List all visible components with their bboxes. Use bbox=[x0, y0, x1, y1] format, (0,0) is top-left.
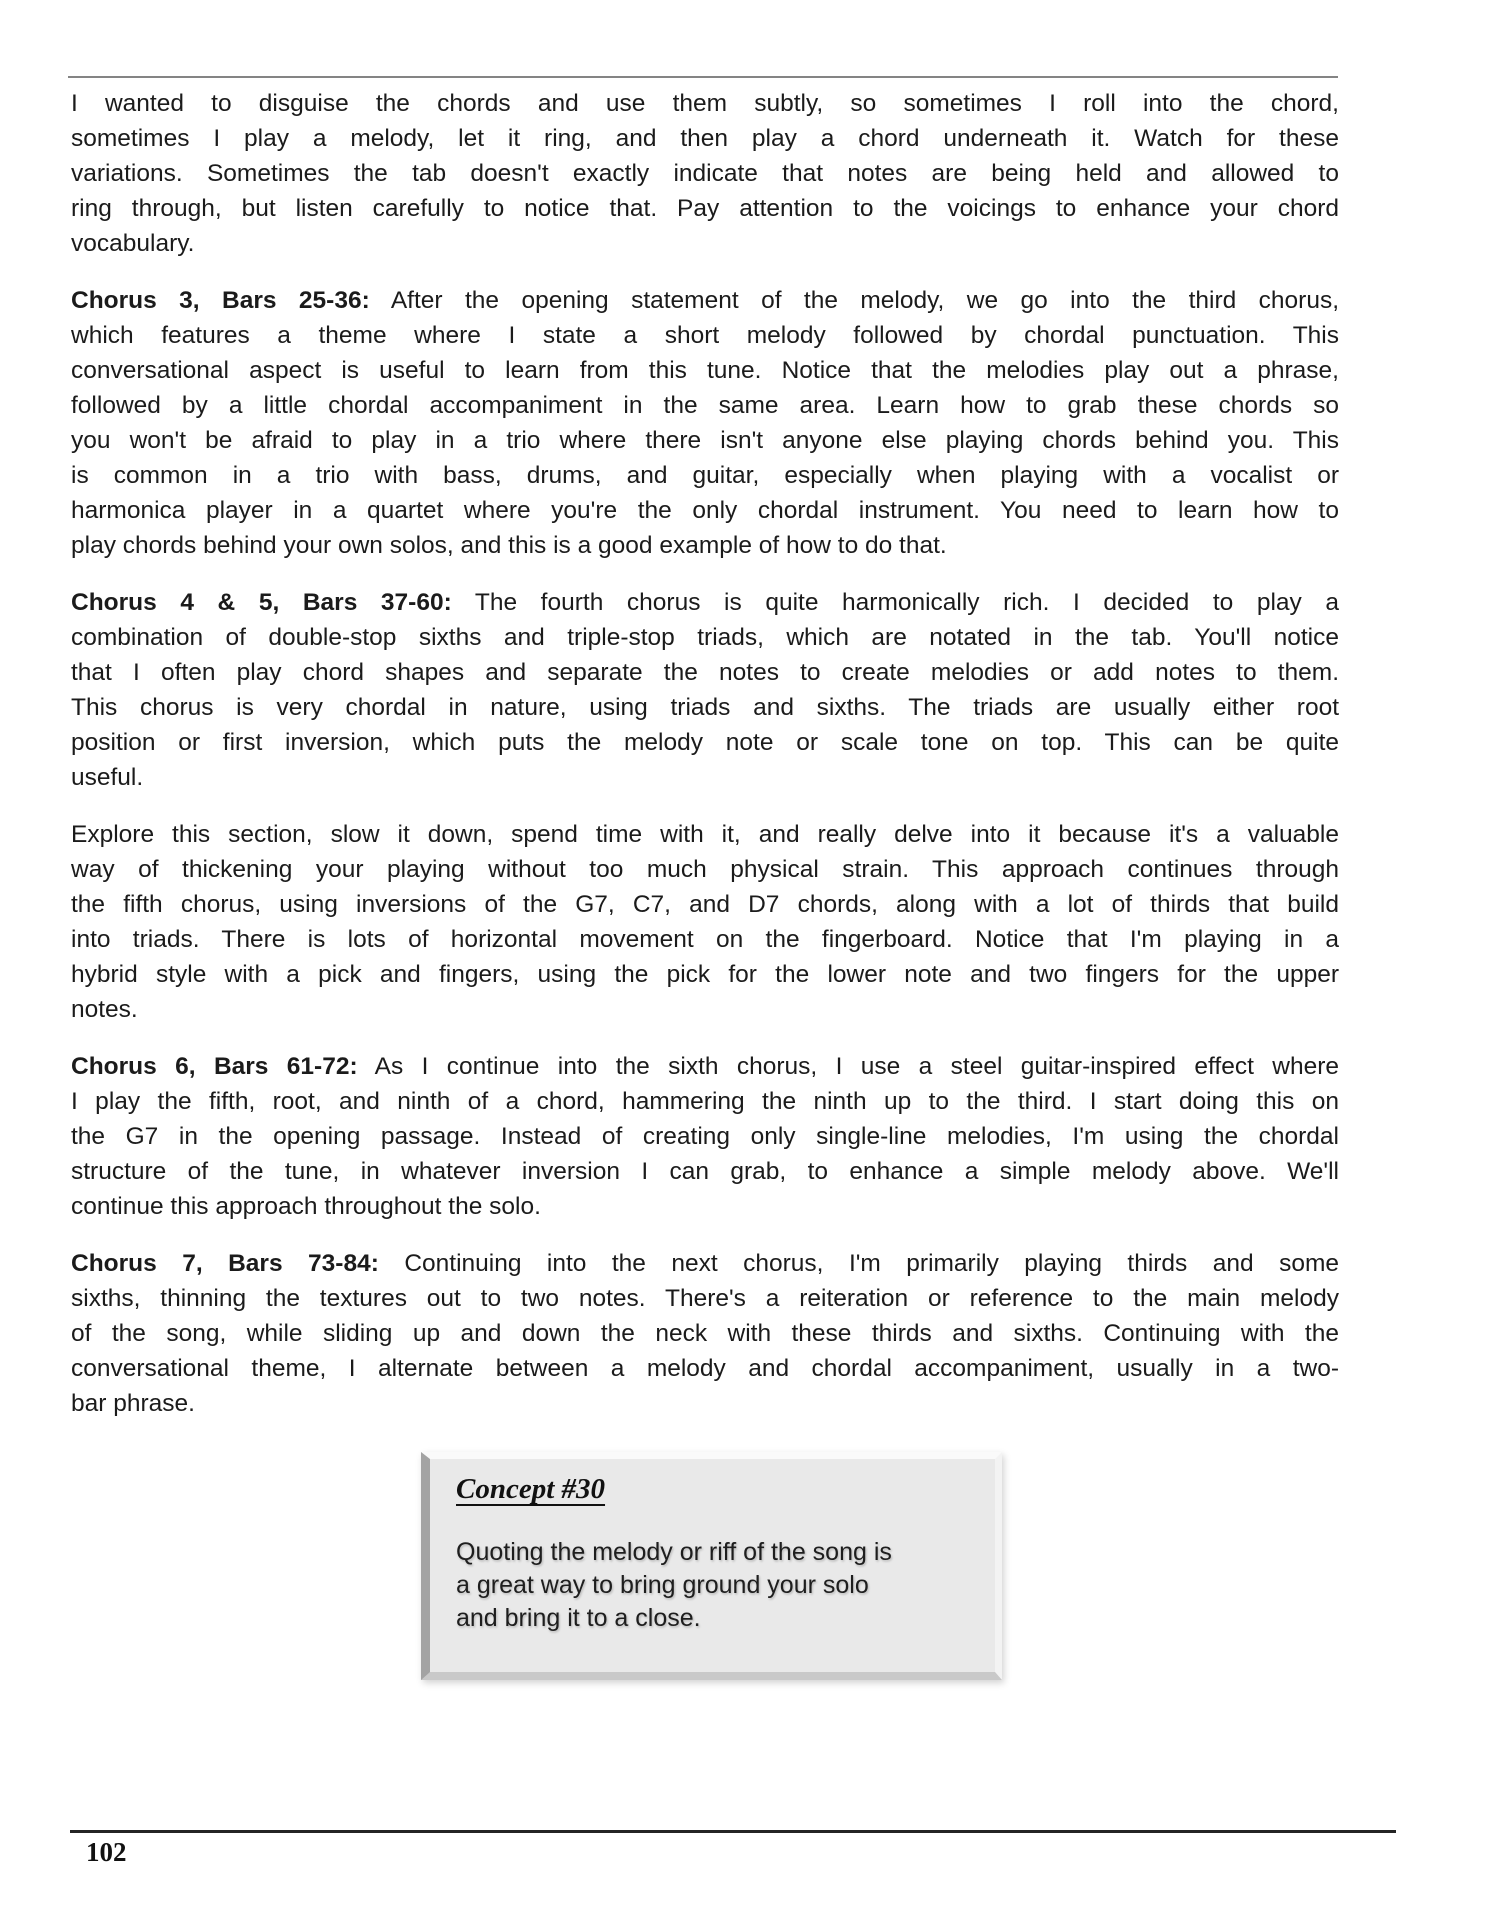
text-line: structure of the tune, in whatever inversion I can grab, to enhance a simple melody above. We'll bbox=[71, 1158, 1339, 1185]
text-line: This chorus is very chordal in nature, using triads and sixths. The triads are usually either root bbox=[71, 694, 1339, 721]
concept-box-line: and bring it to a close. bbox=[456, 1604, 701, 1632]
concept-box-line: Quoting the melody or riff of the song is bbox=[456, 1538, 892, 1566]
text-line: sixths, thinning the textures out to two notes. There's a reiteration or reference to the main melody bbox=[71, 1285, 1339, 1312]
concept-box bbox=[421, 1452, 1002, 1680]
text-line: the fifth chorus, using inversions of the G7, C7, and D7 chords, along with a lot of thirds that build bbox=[71, 891, 1339, 918]
text-line: Chorus 3, Bars 25-36: After the opening statement of the melody, we go into the third chorus, bbox=[71, 287, 1340, 314]
text-line: Chorus 6, Bars 61-72: As I continue into the sixth chorus, I use a steel guitar-inspired effect where bbox=[71, 1053, 1340, 1080]
text-line: which features a theme where I state a short melody followed by chordal punctuation. This bbox=[71, 322, 1339, 349]
chorus-heading: Chorus 6, Bars 61-72: bbox=[71, 1053, 358, 1080]
text-line: combination of double-stop sixths and triple-stop triads, which are notated in the tab. You'll notice bbox=[71, 624, 1339, 651]
text-line: play chords behind your own solos, and this is a good example of how to do that. bbox=[71, 532, 947, 559]
text-line: hybrid style with a pick and fingers, using the pick for the lower note and two fingers for the upper bbox=[71, 961, 1339, 988]
text-line: way of thickening your playing without too much physical strain. This approach continues through bbox=[71, 856, 1339, 883]
chorus-heading: Chorus 4 & 5, Bars 37-60: bbox=[71, 589, 452, 616]
text-line: variations. Sometimes the tab doesn't exactly indicate that notes are being held and allowed to bbox=[71, 160, 1339, 187]
page-number: 102 bbox=[86, 1837, 127, 1867]
concept-box-line: a great way to bring ground your solo bbox=[456, 1571, 869, 1599]
text-line: followed by a little chordal accompaniment in the same area. Learn how to grab these chords so bbox=[71, 392, 1339, 419]
footer-divider bbox=[70, 1830, 1396, 1833]
paragraph bbox=[71, 817, 1339, 1027]
chorus-heading: Chorus 7, Bars 73-84: bbox=[71, 1250, 379, 1277]
concept-box-body bbox=[456, 1536, 975, 1635]
chorus-heading: Chorus 3, Bars 25-36: bbox=[71, 287, 370, 314]
text-line: sometimes I play a melody, let it ring, and then play a chord underneath it. Watch for these bbox=[71, 125, 1339, 152]
text-line: Explore this section, slow it down, spend time with it, and really delve into it because it's a valuable bbox=[71, 821, 1339, 848]
top-divider bbox=[68, 76, 1338, 78]
text-line: harmonica player in a quartet where you're the only chordal instrument. You need to learn how to bbox=[71, 497, 1339, 524]
text-line: I wanted to disguise the chords and use them subtly, so sometimes I roll into the chord, bbox=[71, 90, 1339, 117]
paragraph bbox=[71, 585, 1339, 795]
text-line: bar phrase. bbox=[71, 1390, 195, 1417]
text-paragraphs bbox=[71, 86, 1339, 1421]
paragraph bbox=[71, 283, 1339, 563]
text-line: you won't be afraid to play in a trio where there isn't anyone else playing chords behind you. This bbox=[71, 427, 1339, 454]
text-line: of the song, while sliding up and down the neck with these thirds and sixths. Continuing with the bbox=[71, 1320, 1339, 1347]
paragraph bbox=[71, 86, 1339, 261]
text-line: into triads. There is lots of horizontal movement on the fingerboard. Notice that I'm playing in a bbox=[71, 926, 1339, 953]
text-line: conversational aspect is useful to learn from this tune. Notice that the melodies play out a phrase, bbox=[71, 357, 1339, 384]
text-line: I play the fifth, root, and ninth of a chord, hammering the ninth up to the third. I start doing this on bbox=[71, 1088, 1339, 1115]
text-line: vocabulary. bbox=[71, 230, 195, 257]
text-line: useful. bbox=[71, 764, 144, 791]
text-line: conversational theme, I alternate between a melody and chordal accompaniment, usually in a two- bbox=[71, 1355, 1339, 1382]
text-line: Chorus 4 & 5, Bars 37-60: The fourth chorus is quite harmonically rich. I decided to play a bbox=[71, 589, 1339, 616]
text-line: position or first inversion, which puts the melody note or scale tone on top. This can be quite bbox=[71, 729, 1339, 756]
text-line: the G7 in the opening passage. Instead of creating only single-line melodies, I'm using the chordal bbox=[71, 1123, 1339, 1150]
paragraph bbox=[71, 1246, 1339, 1421]
text-line: is common in a trio with bass, drums, and guitar, especially when playing with a vocalist or bbox=[71, 462, 1339, 489]
paragraph bbox=[71, 1049, 1339, 1224]
text-line: ring through, but listen carefully to notice that. Pay attention to the voicings to enhance your chord bbox=[71, 195, 1339, 222]
text-line: Chorus 7, Bars 73-84: Continuing into the next chorus, I'm primarily playing thirds and some bbox=[71, 1250, 1340, 1277]
text-line: that I often play chord shapes and separate the notes to create melodies or add notes to them. bbox=[71, 659, 1339, 686]
text-line: notes. bbox=[71, 996, 138, 1023]
text-line: continue this approach throughout the solo. bbox=[71, 1193, 541, 1220]
concept-box-heading: Concept #30 bbox=[456, 1473, 606, 1505]
